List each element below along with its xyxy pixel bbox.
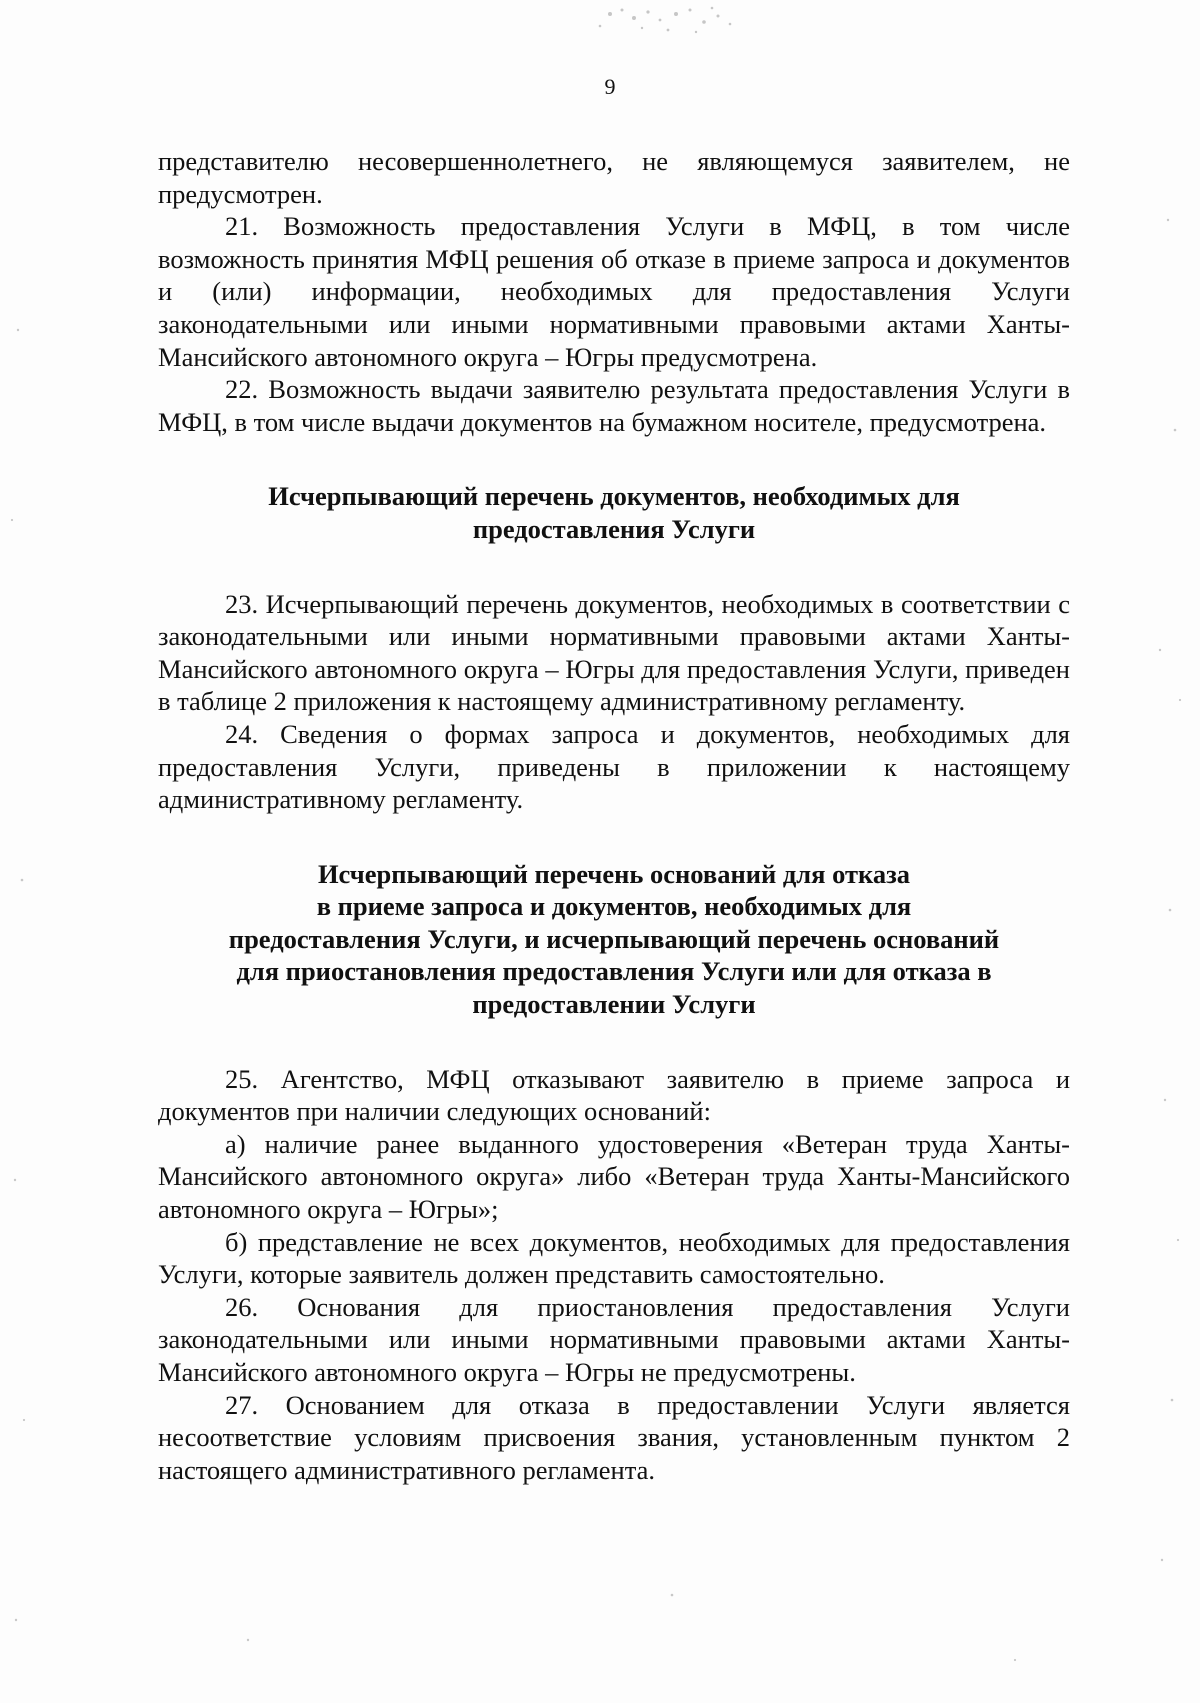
heading-line: Исчерпывающий перечень документов, необходимых для — [268, 481, 960, 512]
paragraph-25: 25. Агентство, МФЦ отказывают заявителю в приеме запроса и документов при наличии следующих оснований: — [158, 1063, 1070, 1127]
paragraph-24: 24. Сведения о формах запроса и документов, необходимых для предоставления Услуги, приведены в приложении к настоящему административному регламенту. — [158, 718, 1070, 815]
paragraph-23: 23. Исчерпывающий перечень документов, необходимых в соответствии с законодательными или иными нормативными правовыми актами Ханты-Мансийского автономного округа – Югры для предоставления Услуги, приведен в таблице 2 приложения к настоящему административному регламенту. — [158, 588, 1070, 717]
paragraph-25-item-b: б) представление не всех документов, необходимых для предоставления Услуги, которые заявитель должен представить самостоятельно. — [158, 1226, 1070, 1290]
page-number: 9 — [604, 74, 616, 99]
document-body — [158, 145, 1070, 1486]
paragraph-27: 27. Основанием для отказа в предоставлении Услуги является несоответствие условиям присвоения звания, установленным пунктом 2 настоящего административного регламента. — [158, 1389, 1070, 1485]
paragraph-26: 26. Основания для приостановления предоставления Услуги законодательными или иными нормативными правовыми актами Ханты-Мансийского автономного округа – Югры не предусмотрены. — [158, 1291, 1070, 1387]
section-heading-refusal-grounds — [158, 858, 1070, 1021]
heading-line: предоставления Услуги — [472, 513, 756, 544]
paragraph-25-item-a: а) наличие ранее выданного удостоверения «Ветеран труда Ханты-Мансийского автономного округа» либо «Ветеран труда Ханты-Мансийского автономного округа – Югры»; — [158, 1128, 1070, 1225]
paragraph-21: 21. Возможность предоставления Услуги в МФЦ, в том числе возможность принятия МФЦ решения об отказе в приеме запроса и документов и (или) информации, необходимых для предоставления Услуги законодательными или иными нормативными правовыми актами Ханты-Мансийского автономного округа – Югры предусмотрена. — [158, 211, 1070, 372]
heading-line: предоставления Услуги, и исчерпывающий перечень оснований — [228, 923, 1000, 954]
heading-line: для приостановления предоставления Услуги или для отказа в — [236, 956, 992, 987]
heading-line: предоставлении Услуги — [472, 989, 756, 1020]
paragraph-22: 22. Возможность выдачи заявителю результата предоставления Услуги в МФЦ, в том числе выдачи документов на бумажном носителе, предусмотрена. — [158, 374, 1070, 437]
paragraph-continued: представителю несовершеннолетнего, не являющемуся заявителем, не предусмотрен. — [158, 146, 1070, 209]
section-heading-documents — [158, 480, 1070, 545]
heading-line: в приеме запроса и документов, необходимых для — [316, 891, 912, 922]
heading-line: Исчерпывающий перечень оснований для отказа — [317, 858, 911, 889]
